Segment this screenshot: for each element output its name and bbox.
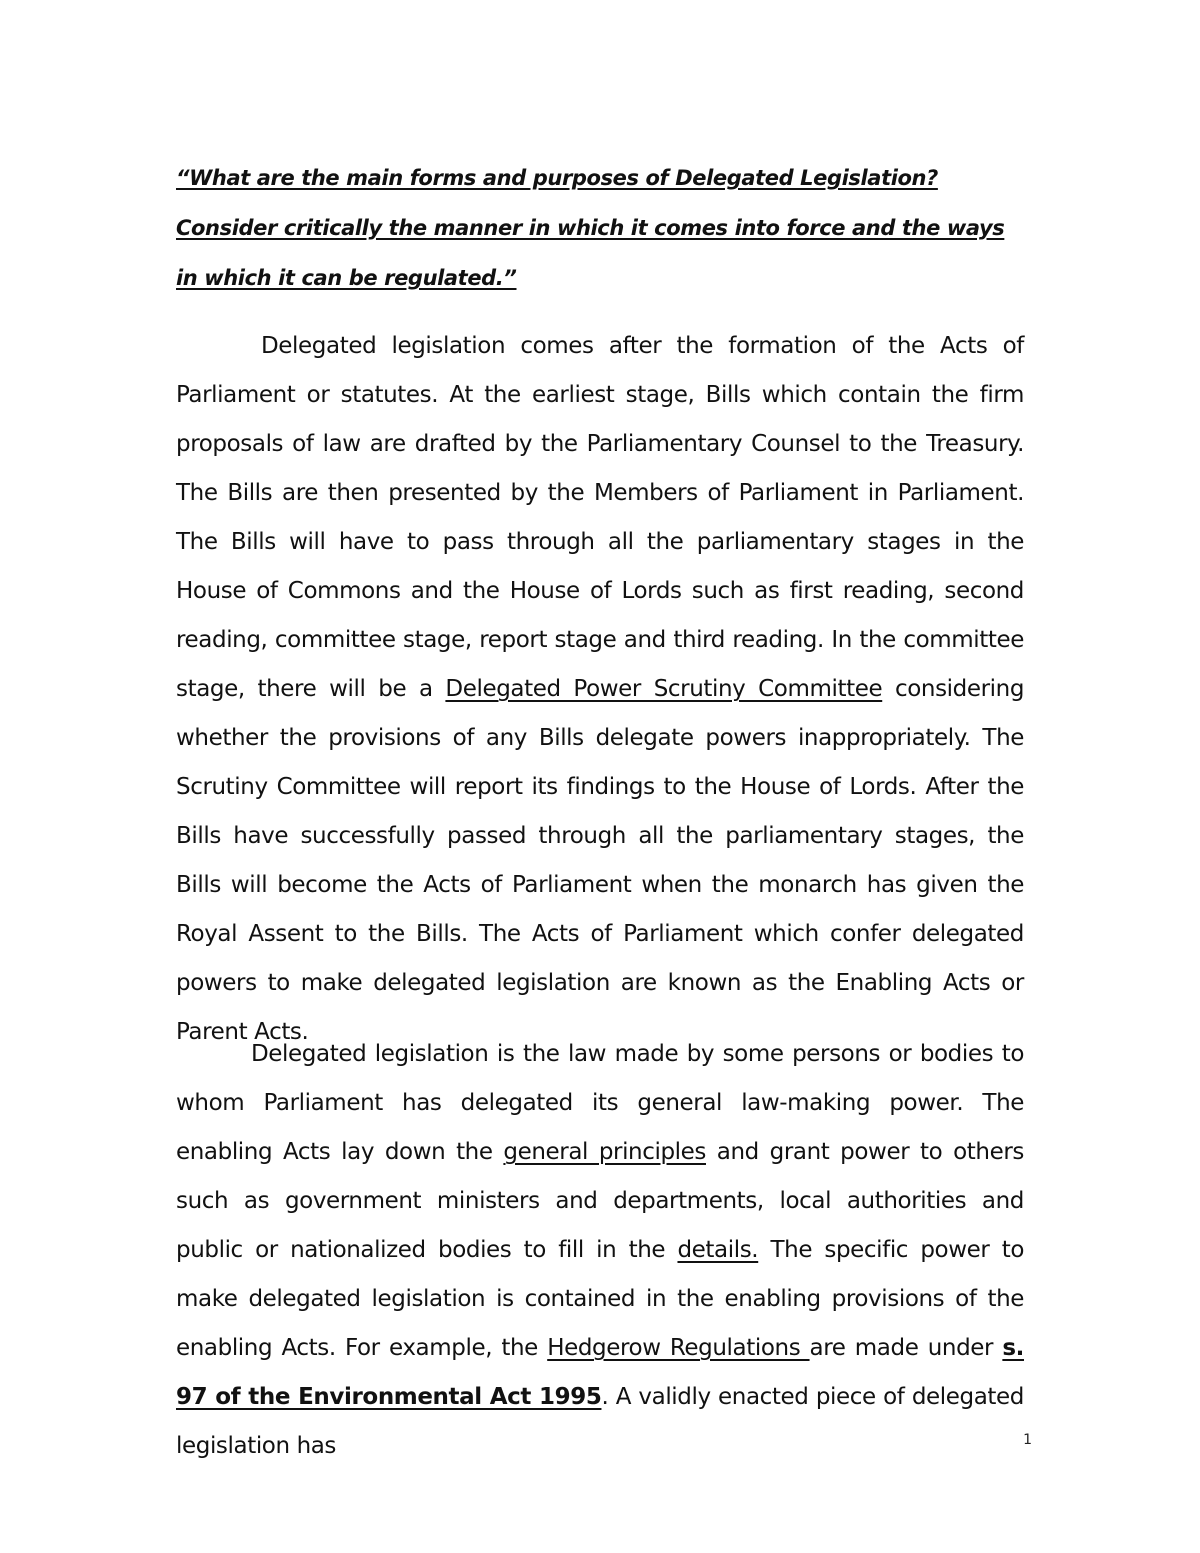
paragraph-1-text-2: considering whether the provisions of any Bills delegate powers inappropriately. The Scrutiny Committee will report its findings to the House of Lords. After the Bills have successfully passed through all the parliamentary stages, the Bills will become the Acts of Parliament when the monarch has given the Royal Assent to the Bills. The Acts of Parliament which confer delegated powers to make delegated legislation are known as the Enabling Acts or Parent Acts.	[176, 676, 1025, 1045]
general-principles-term: general principles	[503, 1139, 706, 1165]
details-term: details.	[677, 1237, 759, 1263]
page-number: 1	[1023, 1432, 1032, 1448]
paragraph-2	[176, 1030, 1024, 1471]
scrutiny-committee-term: Delegated Power Scrutiny Committee	[445, 676, 883, 702]
paragraph-2-text-3: The specific power to make delegated legislation is contained in the enabling provisions of the enabling Acts. For example, the	[176, 1237, 1024, 1361]
statute-citation: s. 97 of the Environmental Act 1995	[176, 1335, 1024, 1410]
hedgerow-regulations-term: Hedgerow Regulations	[547, 1335, 810, 1361]
paragraph-2-text-1: Delegated legislation is the law made by some persons or bodies to whom Parliament has delegated its general law-making power. The enabling Acts lay down the	[176, 1041, 1024, 1165]
question-line-2: Consider critically the manner in which it comes into force and the ways	[176, 216, 1005, 240]
question-line-3: in which it can be regulated.”	[176, 266, 517, 290]
paragraph-1	[176, 322, 1024, 1057]
paragraph-2-text-4: are made under	[809, 1335, 1003, 1361]
question-line-1: “What are the main forms and purposes of Delegated Legislation?	[176, 166, 938, 190]
essay-question	[176, 163, 1024, 313]
paragraph-2-text-5: . A validly enacted piece of delegated legislation has	[176, 1384, 1024, 1459]
paragraph-2-text-2: and grant power to others such as government ministers and departments, local authorities and public or nationalized bodies to fill in the	[176, 1139, 1024, 1263]
paragraph-1-text-1: Delegated legislation comes after the formation of the Acts of Parliament or statutes. At the earliest stage, Bills which contain the firm proposals of law are drafted by the Parliamentary Counsel to the Treasury. The Bills are then presented by the Members of Parliament in Parliament. The Bills will have to pass through all the parliamentary stages in the House of Commons and the House of Lords such as first reading, second reading, committee stage, report stage and third reading. In the committee stage, there will be a	[176, 333, 1024, 702]
